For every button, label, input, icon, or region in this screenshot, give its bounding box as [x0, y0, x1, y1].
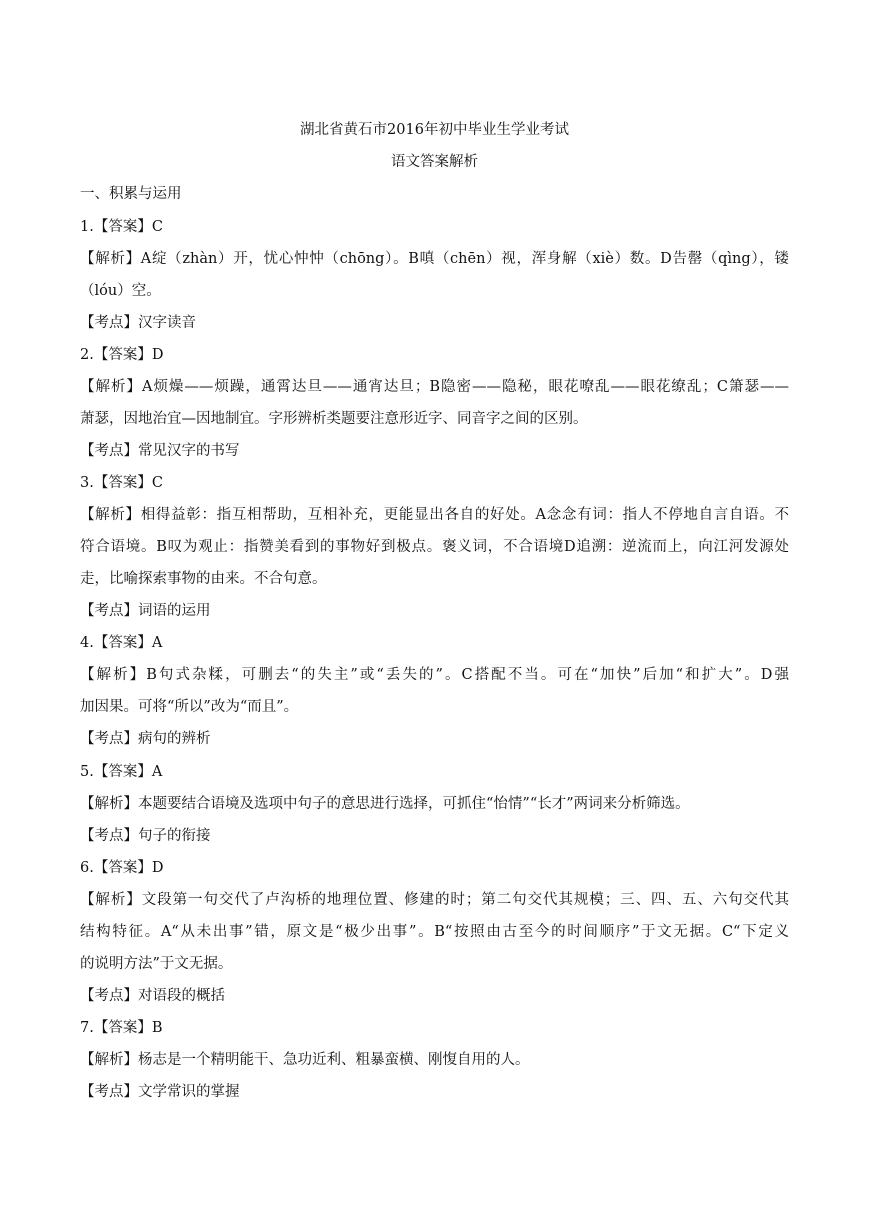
q2-analysis-line-2: 萧瑟，因地治宜—因地制宜。字形辨析类题要注意形近字、同音字之间的区别。	[80, 411, 588, 427]
q1-exam-point: 【考点】汉字读音	[80, 315, 196, 331]
q3-analysis-line-1: 【解析】相得益彰：指互相帮助，互相补充，更能显出各自的好处。A念念有词：指人不停地自言自语。不	[80, 507, 789, 523]
q6-exam-point: 【考点】对语段的概括	[80, 988, 225, 1004]
document-subtitle: 语文答案解析	[391, 154, 478, 170]
q7-analysis-line-1: 【解析】杨志是一个精明能干、急功近利、粗暴蛮横、刚愎自用的人。	[80, 1052, 530, 1068]
q2-analysis-line-1: 【解析】A烦燥——烦躁，通霄达旦——通宵达旦；B隐密——隐秘，眼花嘹乱——眼花缭乱；C箫瑟——	[80, 379, 789, 395]
q4-analysis-line-1: 【解析】B句式杂糅，可删去“的失主”或“丢失的”。C搭配不当。可在“加快”后加“和扩大”。D强	[80, 667, 789, 683]
q1-analysis-line-2: （lóu）空。	[80, 283, 161, 299]
document-title: 湖北省黄石市2016年初中毕业生学业考试	[300, 122, 569, 138]
q4-analysis-line-2: 加因果。可将“所以”改为“而且”。	[80, 699, 299, 715]
q6-analysis-line-1: 【解析】文段第一句交代了卢沟桥的地理位置、修建的时；第二句交代其规模；三、四、五、六句交代其	[80, 892, 789, 908]
q7-exam-point: 【考点】文学常识的掌握	[80, 1084, 240, 1100]
q3-analysis-line-3: 走，比喻探索事物的由来。不合句意。	[80, 571, 327, 587]
q4-answer: 4.【答案】A	[80, 635, 163, 651]
q5-answer: 5.【答案】A	[80, 764, 163, 780]
section-heading: 一、积累与运用	[80, 186, 182, 202]
q4-exam-point: 【考点】病句的辨析	[80, 731, 211, 747]
q3-exam-point: 【考点】词语的运用	[80, 603, 211, 619]
q3-answer: 3.【答案】C	[80, 475, 163, 491]
q6-answer: 6.【答案】D	[80, 860, 164, 876]
q2-exam-point: 【考点】常见汉字的书写	[80, 443, 240, 459]
q6-analysis-line-3: 的说明方法”于文无据。	[80, 956, 233, 972]
q1-answer: 1.【答案】C	[80, 219, 163, 235]
q7-answer: 7.【答案】B	[80, 1020, 163, 1036]
q3-analysis-line-2: 符合语境。B叹为观止：指赞美看到的事物好到极点。褒义词，不合语境D追溯：逆流而上，向江河发源处	[80, 539, 789, 555]
q6-analysis-line-2: 结构特征。A“从未出事”错，原文是“极少出事”。B“按照由古至今的时间顺序”于文无据。C“下定义	[80, 924, 789, 940]
q1-analysis-line-1: 【解析】A绽（zhàn）开，忧心忡忡（chōng）。B嗔（chēn）视，浑身解（xiè）数。D告罄（qìng），镂	[80, 251, 789, 267]
q2-answer: 2.【答案】D	[80, 347, 164, 363]
q5-analysis-line-1: 【解析】本题要结合语境及选项中句子的意思进行选择，可抓住“怡情”“长才”两词来分析筛选。	[80, 796, 690, 812]
q5-exam-point: 【考点】句子的衔接	[80, 828, 211, 844]
